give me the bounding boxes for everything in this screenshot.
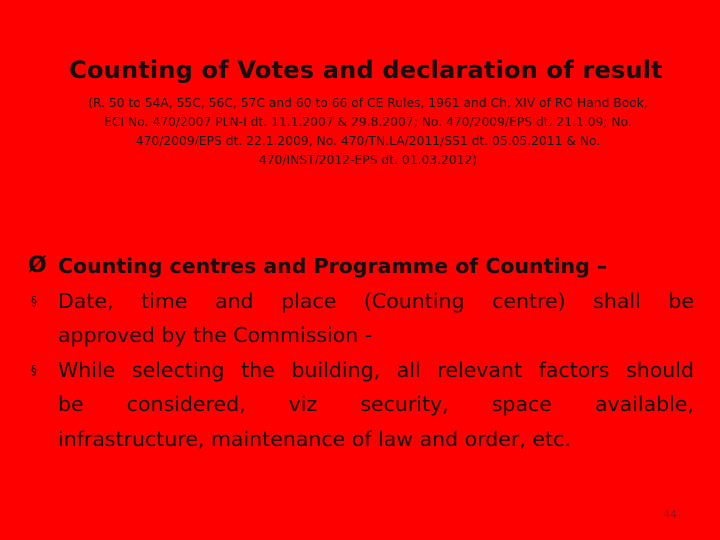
- slide-content: [28, 249, 694, 456]
- bullet-line: infrastructure, maintenance of law and order, etc.: [58, 426, 571, 451]
- bullet-line: While selecting the building, all relevant factors should: [58, 357, 694, 382]
- reference-line: ECI No. 470/2007 PLN-I dt. 11.1.2007 & 29.8.2007; No. 470/2009/EPS dt. 21.1.09; No.: [104, 115, 632, 129]
- arrow-bullet-icon: Ø: [28, 253, 47, 278]
- page-number: 44: [663, 508, 677, 521]
- bullet-line: Date, time and place (Counting centre) shall be: [58, 288, 694, 313]
- section-heading-text: Counting centres and Programme of Counting –: [58, 254, 608, 278]
- reference-line: 470/INST/2012-EPS dt. 01.03.2012): [258, 153, 478, 167]
- square-bullet-icon: §: [31, 293, 37, 308]
- rule-references: [36, 94, 700, 170]
- reference-line: (R. 50 to 54A, 55C, 56C, 57C and 60 to 66 of CE Rules, 1961 and Ch. XIV of RO Hand Book,: [88, 96, 648, 110]
- reference-line: 470/2009/EPS dt. 22.1.2009, No. 470/TN.LA/2011/SS1 dt. 05.05.2011 & No.: [135, 134, 601, 148]
- slide-title: Counting of Votes and declaration of result: [69, 56, 663, 84]
- bullet-item: [28, 284, 694, 353]
- bullet-item: [28, 353, 694, 457]
- bullet-line: approved by the Commission -: [58, 323, 373, 347]
- section-heading: [28, 249, 694, 284]
- bullet-line: be considered, viz security, space available,: [58, 392, 694, 416]
- square-bullet-icon: §: [31, 362, 37, 377]
